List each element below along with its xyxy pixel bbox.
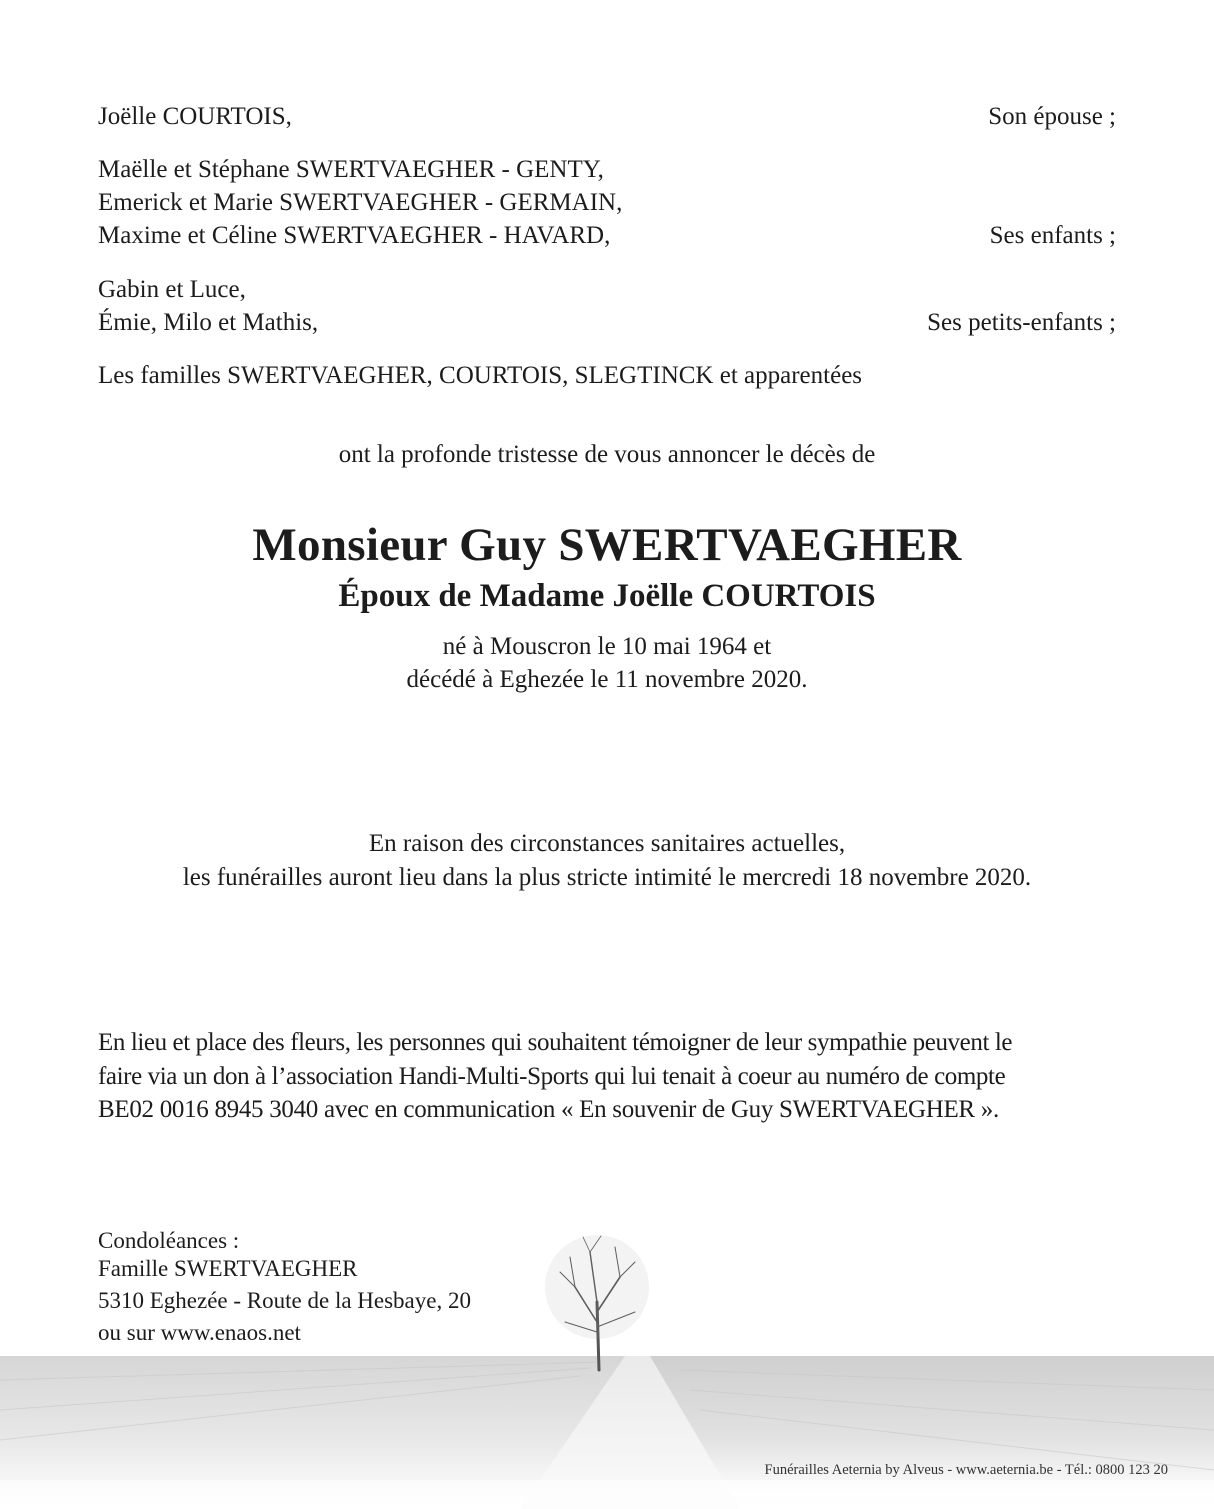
footer-credit: Funérailles Aeternia by Alveus - www.aeternia.be - Tél.: 0800 123 20 bbox=[764, 1462, 1168, 1478]
grandchildren-2: Émie, Milo et Mathis, bbox=[98, 309, 319, 336]
child-1: Maëlle et Stéphane SWERTVAEGHER - GENTY, bbox=[98, 156, 604, 183]
condolences-family: Famille SWERTVAEGHER bbox=[98, 1256, 358, 1281]
condolences-web: ou sur www.enaos.net bbox=[98, 1320, 301, 1345]
condolences-label: Condoléances : bbox=[98, 1228, 240, 1253]
deceased-spouse: Époux de Madame Joëlle COURTOIS bbox=[338, 578, 876, 614]
spouse-name: Joëlle COURTOIS, bbox=[98, 103, 292, 130]
donation-line-1: En lieu et place des fleurs, les personnes qui souhaitent témoigner de leur sympathie peuvent le bbox=[98, 1029, 1013, 1056]
tree-icon bbox=[535, 1232, 675, 1372]
child-3: Maxime et Céline SWERTVAEGHER - HAVARD, bbox=[98, 222, 611, 249]
donation-line-2: faire via un don à l’association Handi-Multi-Sports qui lui tenait à coeur au numéro de compte bbox=[98, 1063, 1006, 1090]
grandchildren-role: Ses petits-enfants ; bbox=[927, 309, 1116, 336]
announcement: ont la profonde tristesse de vous annoncer le décès de bbox=[338, 441, 876, 468]
landscape-image bbox=[0, 1350, 1214, 1509]
funeral-line-1: En raison des circonstances sanitaires actuelles, bbox=[368, 830, 846, 857]
donation-line-3: BE02 0016 8945 3040 avec en communication « En souvenir de Guy SWERTVAEGHER ». bbox=[98, 1096, 999, 1123]
death-info: décédé à Eghezée le 11 novembre 2020. bbox=[406, 666, 808, 693]
spouse-role: Son épouse ; bbox=[988, 103, 1116, 130]
condolences-address: 5310 Eghezée - Route de la Hesbaye, 20 bbox=[98, 1288, 471, 1313]
children-role: Ses enfants ; bbox=[989, 222, 1116, 249]
deceased-name: Monsieur Guy SWERTVAEGHER bbox=[252, 519, 962, 571]
grandchildren-1: Gabin et Luce, bbox=[98, 276, 246, 303]
child-2: Emerick et Marie SWERTVAEGHER - GERMAIN, bbox=[98, 189, 623, 216]
families-line: Les familles SWERTVAEGHER, COURTOIS, SLEGTINCK et apparentées bbox=[98, 362, 863, 389]
funeral-line-2: les funérailles auront lieu dans la plus stricte intimité le mercredi 18 novembre 2020. bbox=[182, 864, 1032, 891]
birth-info: né à Mouscron le 10 mai 1964 et bbox=[442, 633, 772, 660]
